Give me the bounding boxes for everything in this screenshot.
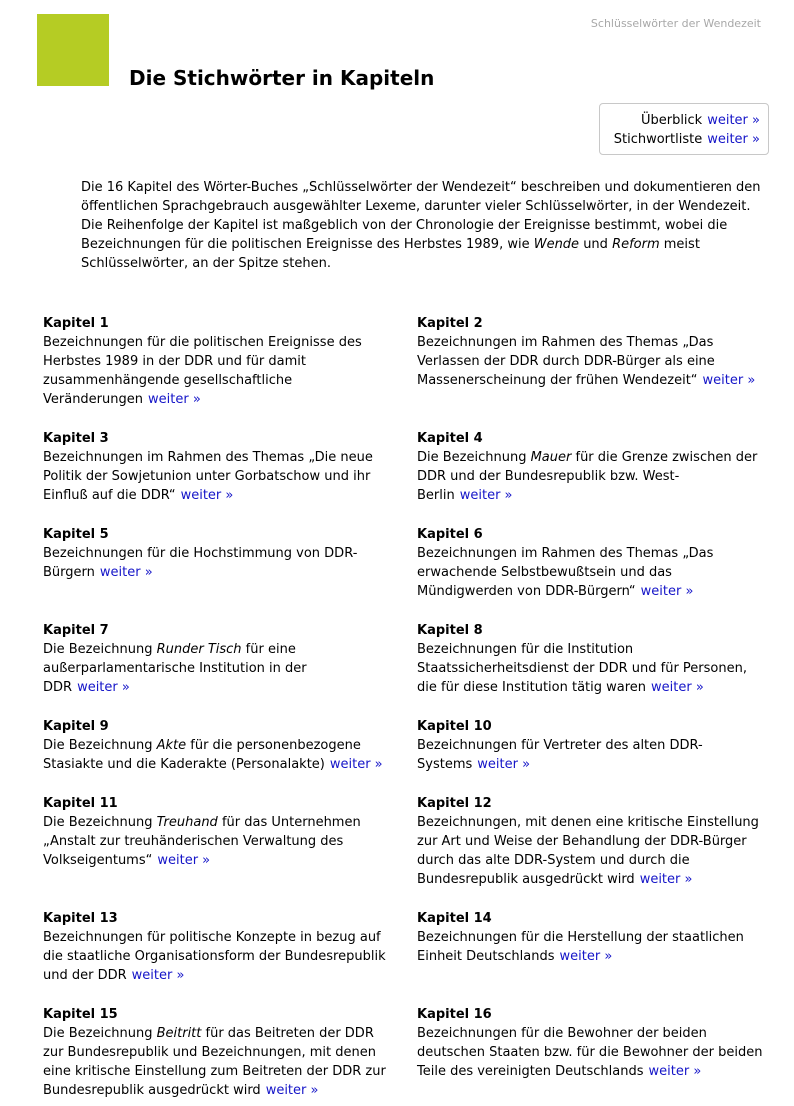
chapter-description: Bezeichnungen für die Institution Staatssicherheitsdienst der DDR und für Personen, die für diese Institution tätig waren weiter »	[417, 642, 747, 695]
chapter-title: Kapitel 5	[43, 527, 109, 542]
chapter-title: Kapitel 16	[417, 1007, 492, 1022]
chapter-title: Kapitel 1	[43, 316, 109, 331]
more-link[interactable]: weiter »	[651, 680, 704, 695]
chapter-description: Bezeichnungen, mit denen eine kritische Einstellung zur Art und Weise der Behandlung der DDR-Bürger durch das alte DDR-System und durch die Bundesrepublik ausgedrückt wird weiter »	[417, 815, 759, 887]
chapter-title: Kapitel 10	[417, 719, 492, 734]
page-title: Die Stichwörter in Kapiteln	[129, 66, 435, 90]
chapter-title: Kapitel 12	[417, 796, 492, 811]
chapter-title: Kapitel 9	[43, 719, 109, 734]
chapter-title: Kapitel 14	[417, 911, 492, 926]
nav-box	[599, 103, 769, 155]
chapter-16	[417, 1005, 767, 1081]
more-link[interactable]: weiter »	[559, 949, 613, 964]
chapter-description: Bezeichnungen für die politischen Ereignisse des Herbstes 1989 in der DDR und für damit zusammenhängende gesellschaftliche Veränderungen weiter »	[43, 335, 362, 407]
more-link[interactable]: weiter »	[639, 872, 693, 887]
more-link[interactable]: weiter »	[148, 392, 201, 407]
chapter-14	[417, 909, 767, 966]
more-link[interactable]: weiter »	[459, 488, 513, 503]
nav-item-overview	[614, 111, 760, 130]
more-link[interactable]: weiter »	[157, 853, 211, 868]
chapter-15	[43, 1005, 393, 1100]
chapter-10	[417, 717, 767, 774]
chapter-description: Bezeichnungen im Rahmen des Themas „Das erwachende Selbstbewußtsein und das Mündigwerden von DDR-Bürgern“ weiter »	[417, 546, 714, 599]
chapter-12	[417, 794, 767, 889]
chapter-title: Kapitel 6	[417, 527, 483, 542]
chapter-description: Die Bezeichnung Mauer für die Grenze zwischen der DDR und der Bundesrepublik bzw. West-Berlin weiter »	[417, 450, 758, 503]
chapter-description: Die Bezeichnung Treuhand für das Unternehmen „Anstalt zur treuhänderischen Verwaltung des Volkseigentums“ weiter »	[43, 815, 361, 868]
nav-label: Stichwortliste	[613, 132, 703, 147]
chapter-description: Bezeichnungen für die Hochstimmung von DDR-Bürgern weiter »	[43, 546, 358, 580]
chapter-8	[417, 621, 767, 697]
more-link[interactable]: weiter »	[702, 373, 756, 388]
more-link[interactable]: weiter »	[131, 968, 185, 983]
logo-square	[37, 14, 109, 86]
chapter-description: Bezeichnungen im Rahmen des Themas „Das Verlassen der DDR durch DDR-Bürger als eine Massenerscheinung der frühen Wendezeit“ weiter »	[417, 335, 756, 388]
more-link[interactable]: weiter »	[77, 680, 130, 695]
chapter-description: Die Bezeichnung Beitritt für das Beitreten der DDR zur Bundesrepublik und Bezeichnungen, mit denen eine kritische Einstellung zum Beitreten der DDR zur Bundesrepublik ausgedrückt wird weiter »	[43, 1026, 386, 1098]
chapter-title: Kapitel 2	[417, 316, 483, 331]
more-link[interactable]: weiter »	[648, 1064, 702, 1079]
chapter-title: Kapitel 15	[43, 1007, 118, 1022]
chapter-9	[43, 717, 393, 774]
chapter-6	[417, 525, 767, 601]
chapter-description: Bezeichnungen im Rahmen des Themas „Die neue Politik der Sowjetunion unter Gorbatschow und ihr Einfluß auf die DDR“ weiter »	[43, 450, 373, 503]
chapter-description: Bezeichnungen für die Bewohner der beiden deutschen Staaten bzw. für die Bewohner der beiden Teile des vereinigten Deutschlands weiter »	[417, 1026, 763, 1079]
chapter-4	[417, 429, 767, 505]
chapter-title: Kapitel 13	[43, 911, 118, 926]
intro-text: Die 16 Kapitel des Wörter-Buches „Schlüsselwörter der Wendezeit“ beschreiben und dokumentieren den öffentlichen Sprachgebrauch ausgewählter Lexeme, darunter vieler Schlüsselwörter, in der Wendezeit. Die Reihenfolge der Kapitel ist maßgeblich von der Chronologie der Ereignisse bestimmt, wobei die Bezeichnungen für die politischen Ereignisse des Herbstes 1989, wie Wende und Reform meist Schlüsselwörter, an der Spitze stehen.	[81, 180, 761, 271]
more-link[interactable]: weiter »	[477, 757, 531, 772]
chapter-title: Kapitel 7	[43, 623, 109, 638]
chapter-description: Bezeichnungen für die Herstellung der staatlichen Einheit Deutschlands weiter »	[417, 930, 744, 964]
chapter-title: Kapitel 3	[43, 431, 109, 446]
site-name: Schlüsselwörter der Wendezeit	[590, 17, 761, 30]
chapter-3	[43, 429, 393, 505]
chapter-5	[43, 525, 393, 582]
nav-item-keyword-list	[614, 130, 760, 149]
more-link[interactable]: weiter »	[329, 757, 383, 772]
chapter-1	[43, 314, 393, 409]
chapter-title: Kapitel 8	[417, 623, 483, 638]
more-link[interactable]: weiter »	[99, 565, 153, 580]
more-link[interactable]: weiter »	[707, 132, 760, 147]
chapter-13	[43, 909, 393, 985]
chapter-description: Bezeichnungen für politische Konzepte in bezug auf die staatliche Organisationsform der Bundesrepublik und der DDR weiter »	[43, 930, 386, 983]
chapter-description: Bezeichnungen für Vertreter des alten DDR-Systems weiter »	[417, 738, 703, 772]
chapter-2	[417, 314, 767, 390]
chapter-description: Die Bezeichnung Akte für die personenbezogene Stasiakte und die Kaderakte (Personalakte) weiter »	[43, 738, 383, 772]
chapter-11	[43, 794, 393, 870]
chapter-title: Kapitel 4	[417, 431, 483, 446]
more-link[interactable]: weiter »	[180, 488, 234, 503]
more-link[interactable]: weiter »	[265, 1083, 319, 1098]
chapter-7	[43, 621, 393, 697]
nav-label: Überblick	[640, 113, 703, 128]
more-link[interactable]: weiter »	[707, 113, 760, 128]
chapter-title: Kapitel 11	[43, 796, 118, 811]
chapter-description: Die Bezeichnung Runder Tisch für eine außerparlamentarische Institution in der DDR weiter »	[43, 642, 307, 695]
more-link[interactable]: weiter »	[640, 584, 694, 599]
